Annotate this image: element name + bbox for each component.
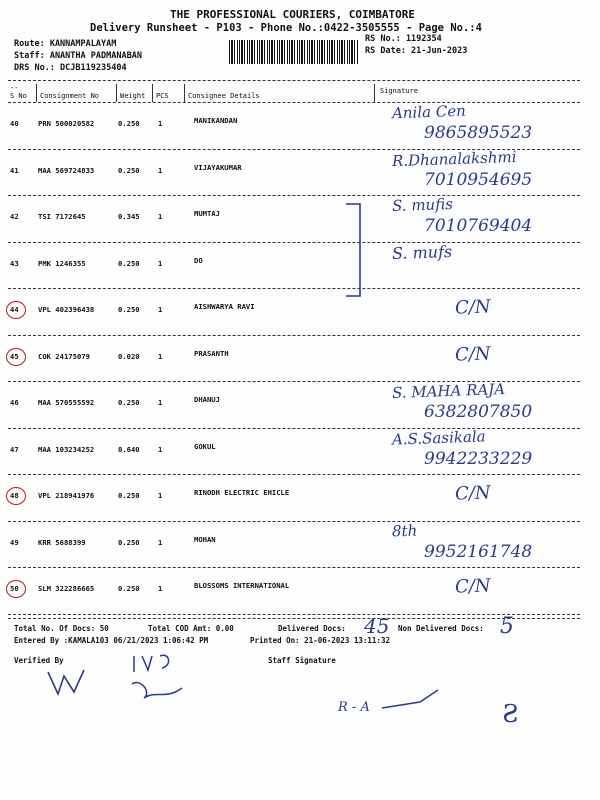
table-row bbox=[0, 103, 600, 150]
row-signature: S. mufis bbox=[391, 194, 454, 216]
row-consignee: PRASANTH bbox=[194, 348, 229, 358]
row-consignment: PMK 1246355 bbox=[38, 258, 86, 268]
row-pcs: 1 bbox=[158, 398, 163, 407]
row-signature-phone: 9865895523 bbox=[424, 123, 533, 143]
drs-number: DRS No.: DCJB119235404 bbox=[14, 63, 127, 73]
row-pcs: 1 bbox=[158, 305, 163, 314]
col-details: Consignee Details bbox=[188, 92, 260, 100]
delivered-docs: Delivered Docs: bbox=[278, 624, 346, 633]
row-weight: 0.020 bbox=[118, 351, 140, 361]
stamp-mark: Ƨ bbox=[502, 700, 519, 728]
row-sno: 49 bbox=[10, 537, 19, 547]
hand-bracket bbox=[340, 200, 366, 300]
row-consignee: DHANUJ bbox=[194, 395, 220, 404]
delivered-count: 45 bbox=[364, 614, 390, 638]
row-consignment: MAA 103234252 bbox=[38, 444, 95, 454]
row-weight: 0.250 bbox=[118, 491, 140, 500]
table-row bbox=[0, 196, 600, 243]
row-signature: R.Dhanalakshmi bbox=[391, 147, 517, 170]
col-consignment: Consignment No bbox=[40, 92, 100, 100]
row-sno: 42 bbox=[10, 212, 19, 221]
row-pcs: 1 bbox=[158, 351, 163, 361]
row-pcs: 1 bbox=[158, 537, 163, 547]
row-consignment: KRR 5688399 bbox=[38, 537, 86, 547]
rs-date: RS Date: 21-Jun-2023 bbox=[365, 46, 468, 56]
staff-signature-stroke bbox=[380, 684, 440, 714]
row-pcs: 1 bbox=[158, 444, 163, 454]
col-sno: S No bbox=[10, 92, 27, 100]
total-cod: Total COD Amt: 0.00 bbox=[148, 624, 234, 633]
row-consignment: SLM 322286665 bbox=[38, 584, 95, 593]
row-consignee: MOHAN bbox=[194, 534, 216, 544]
row-pcs: 1 bbox=[158, 212, 163, 221]
row-consignee: VIJAYAKUMAR bbox=[194, 162, 242, 172]
row-sno: 40 bbox=[10, 119, 19, 128]
table-row bbox=[0, 243, 600, 290]
row-signature: C/N bbox=[454, 296, 491, 319]
red-circle-mark bbox=[6, 301, 26, 319]
row-weight: 0.345 bbox=[118, 212, 140, 221]
row-sno: 46 bbox=[10, 398, 19, 407]
company-name: THE PROFESSIONAL COURIERS, COIMBATORE bbox=[170, 8, 416, 21]
red-circle-mark bbox=[6, 580, 26, 598]
table-row bbox=[0, 426, 600, 476]
row-consignee: MUMTAJ bbox=[194, 209, 220, 218]
row-pcs: 1 bbox=[158, 258, 163, 268]
verified-by-label: Verified By bbox=[14, 656, 64, 665]
row-weight: 0.250 bbox=[118, 537, 140, 547]
row-sno: 47 bbox=[10, 444, 19, 454]
table-row bbox=[0, 568, 600, 615]
row-pcs: 1 bbox=[158, 165, 163, 175]
row-consignment: VPL 218941976 bbox=[38, 491, 95, 500]
row-weight: 0.250 bbox=[118, 305, 140, 314]
row-signature-phone: 6382807850 bbox=[424, 402, 533, 422]
table-row bbox=[0, 289, 600, 336]
total-docs: Total No. Of Docs: 50 bbox=[14, 624, 109, 633]
row-sno: 44 bbox=[10, 305, 19, 314]
row-consignee: MANIKANDAN bbox=[194, 116, 238, 125]
runsheet-subtitle: Delivery Runsheet - P103 - Phone No.:0422-3505555 - Page No.:4 bbox=[90, 22, 482, 34]
non-delivered-docs: Non Delivered Docs: bbox=[398, 624, 484, 633]
row-signature: S. mufs bbox=[391, 241, 453, 263]
table-row bbox=[0, 147, 600, 197]
row-consignee: RINODH ELECTRIC EHICLE bbox=[194, 488, 290, 497]
row-signature: Anila Cen bbox=[391, 101, 467, 123]
row-signature-phone: 9952161748 bbox=[424, 541, 533, 562]
row-sno: 45 bbox=[10, 351, 19, 361]
row-signature: S. MAHA RAJA bbox=[391, 380, 506, 402]
staff: Staff: ANANTHA PADMANABAN bbox=[14, 51, 142, 61]
table-row bbox=[0, 336, 600, 383]
runsheet-page: THE PROFESSIONAL COURIERS, COIMBATORE Delivery Runsheet - P103 - Phone No.:0422-3505555 - Page No.:4 Route: KANNAMPALAYAM Staff: ANANTHA PADMANABAN DRS No.: DCJB119235404 RS No.: 1192354 RS Date: 21-Jun-2023 -- S No Consignment No Weight PCS Consignee Details Signature 40 PRN 500020582 0.250 1 MANIKANDAN Anila Cen 9865895523 41 MAA 569724833 0.250 1 VIJAYAKUMAR R.Dhanalakshmi 7010954695 42 TSI 7172645 0.345 1 MUMTAJ S. mufis 7010769404 43 PMK 1246355 0.250 1 DO S. mufs 44 VPL 402396438 0.250 1 AISHWARYA RAVI C/N 45 COK 24175079 0.020 1 PRASANTH C/N 46 MAA 570555592 0.250 1 DHANUJ S. MAHA RAJA 6382807850 47 MAA 103234252 0.640 1 GOKUL A.S.Sasikala 9942233229 48 VPL 218941976 0.250 1 RINODH ELECTRIC EHICLE C/N 49 KRR 5688399 0.250 1 MOHAN 8th 9952161748 50 SLM 322286665 0.250 1 BLOSSOMS INTERNATIONAL C/N Total No. Of Docs: 50 Total COD Amt: 0.00 Delivered Docs: 45 Non Delivered Docs: 5 Entered By :KAMALA103 06/21/2023 1:06:42 PM Printed On: 21-06-2023 13:11:32 Verified By Staff Signature R - A Ƨ bbox=[0, 0, 600, 800]
row-consignment: MAA 570555592 bbox=[38, 398, 95, 407]
row-weight: 0.250 bbox=[118, 584, 140, 593]
row-sno: 43 bbox=[10, 258, 19, 268]
row-signature: A.S.Sasikala bbox=[391, 426, 486, 449]
entered-by: Entered By :KAMALA103 06/21/2023 1:06:42 PM bbox=[14, 636, 209, 645]
row-consignment: COK 24175079 bbox=[38, 351, 90, 361]
row-pcs: 1 bbox=[158, 491, 163, 500]
red-circle-mark bbox=[6, 348, 26, 366]
col-pcs: PCS bbox=[156, 92, 169, 100]
col-signature: Signature bbox=[380, 87, 418, 95]
red-circle-mark bbox=[6, 487, 26, 505]
staff-signature-hand: R - A bbox=[338, 700, 370, 715]
row-signature: C/N bbox=[454, 342, 491, 366]
row-consignment: MAA 569724833 bbox=[38, 165, 95, 175]
printed-on: Printed On: 21-06-2023 13:11:32 bbox=[250, 636, 390, 645]
row-consignment: TSI 7172645 bbox=[38, 212, 86, 221]
row-consignee: GOKUL bbox=[194, 441, 216, 451]
row-pcs: 1 bbox=[158, 119, 163, 128]
row-consignment: VPL 402396438 bbox=[38, 305, 95, 314]
row-consignee: DO bbox=[194, 255, 203, 265]
row-signature: C/N bbox=[454, 482, 491, 505]
row-signature-phone: 7010769404 bbox=[424, 216, 533, 236]
row-consignee: AISHWARYA RAVI bbox=[194, 302, 255, 311]
row-sno: 50 bbox=[10, 584, 19, 593]
table-row bbox=[0, 522, 600, 569]
row-signature: 8th bbox=[391, 521, 418, 540]
table-row bbox=[0, 382, 600, 429]
rs-number: RS No.: 1192354 bbox=[365, 34, 442, 44]
verifier-signature bbox=[44, 662, 104, 702]
row-sno: 41 bbox=[10, 165, 19, 175]
row-signature-phone: 7010954695 bbox=[424, 169, 533, 190]
row-weight: 0.250 bbox=[118, 398, 140, 407]
row-signature: C/N bbox=[454, 575, 491, 598]
row-sno: 48 bbox=[10, 491, 19, 500]
table-row bbox=[0, 475, 600, 522]
row-signature-phone: 9942233229 bbox=[424, 448, 533, 469]
divider bbox=[8, 80, 580, 81]
row-weight: 0.250 bbox=[118, 119, 140, 128]
verifier-signature-2 bbox=[126, 648, 196, 708]
row-consignment: PRN 500020582 bbox=[38, 119, 95, 128]
non-delivered-count: 5 bbox=[500, 614, 514, 639]
route: Route: KANNAMPALAYAM bbox=[14, 39, 117, 49]
staff-signature-label: Staff Signature bbox=[268, 656, 336, 665]
row-divider bbox=[8, 614, 580, 615]
barcode bbox=[229, 40, 359, 64]
col-weight: Weight bbox=[120, 92, 146, 100]
row-pcs: 1 bbox=[158, 584, 163, 593]
row-weight: 0.640 bbox=[118, 444, 140, 454]
divider bbox=[8, 618, 580, 619]
row-weight: 0.250 bbox=[118, 258, 140, 268]
row-consignee: BLOSSOMS INTERNATIONAL bbox=[194, 581, 290, 590]
row-weight: 0.250 bbox=[118, 165, 140, 175]
